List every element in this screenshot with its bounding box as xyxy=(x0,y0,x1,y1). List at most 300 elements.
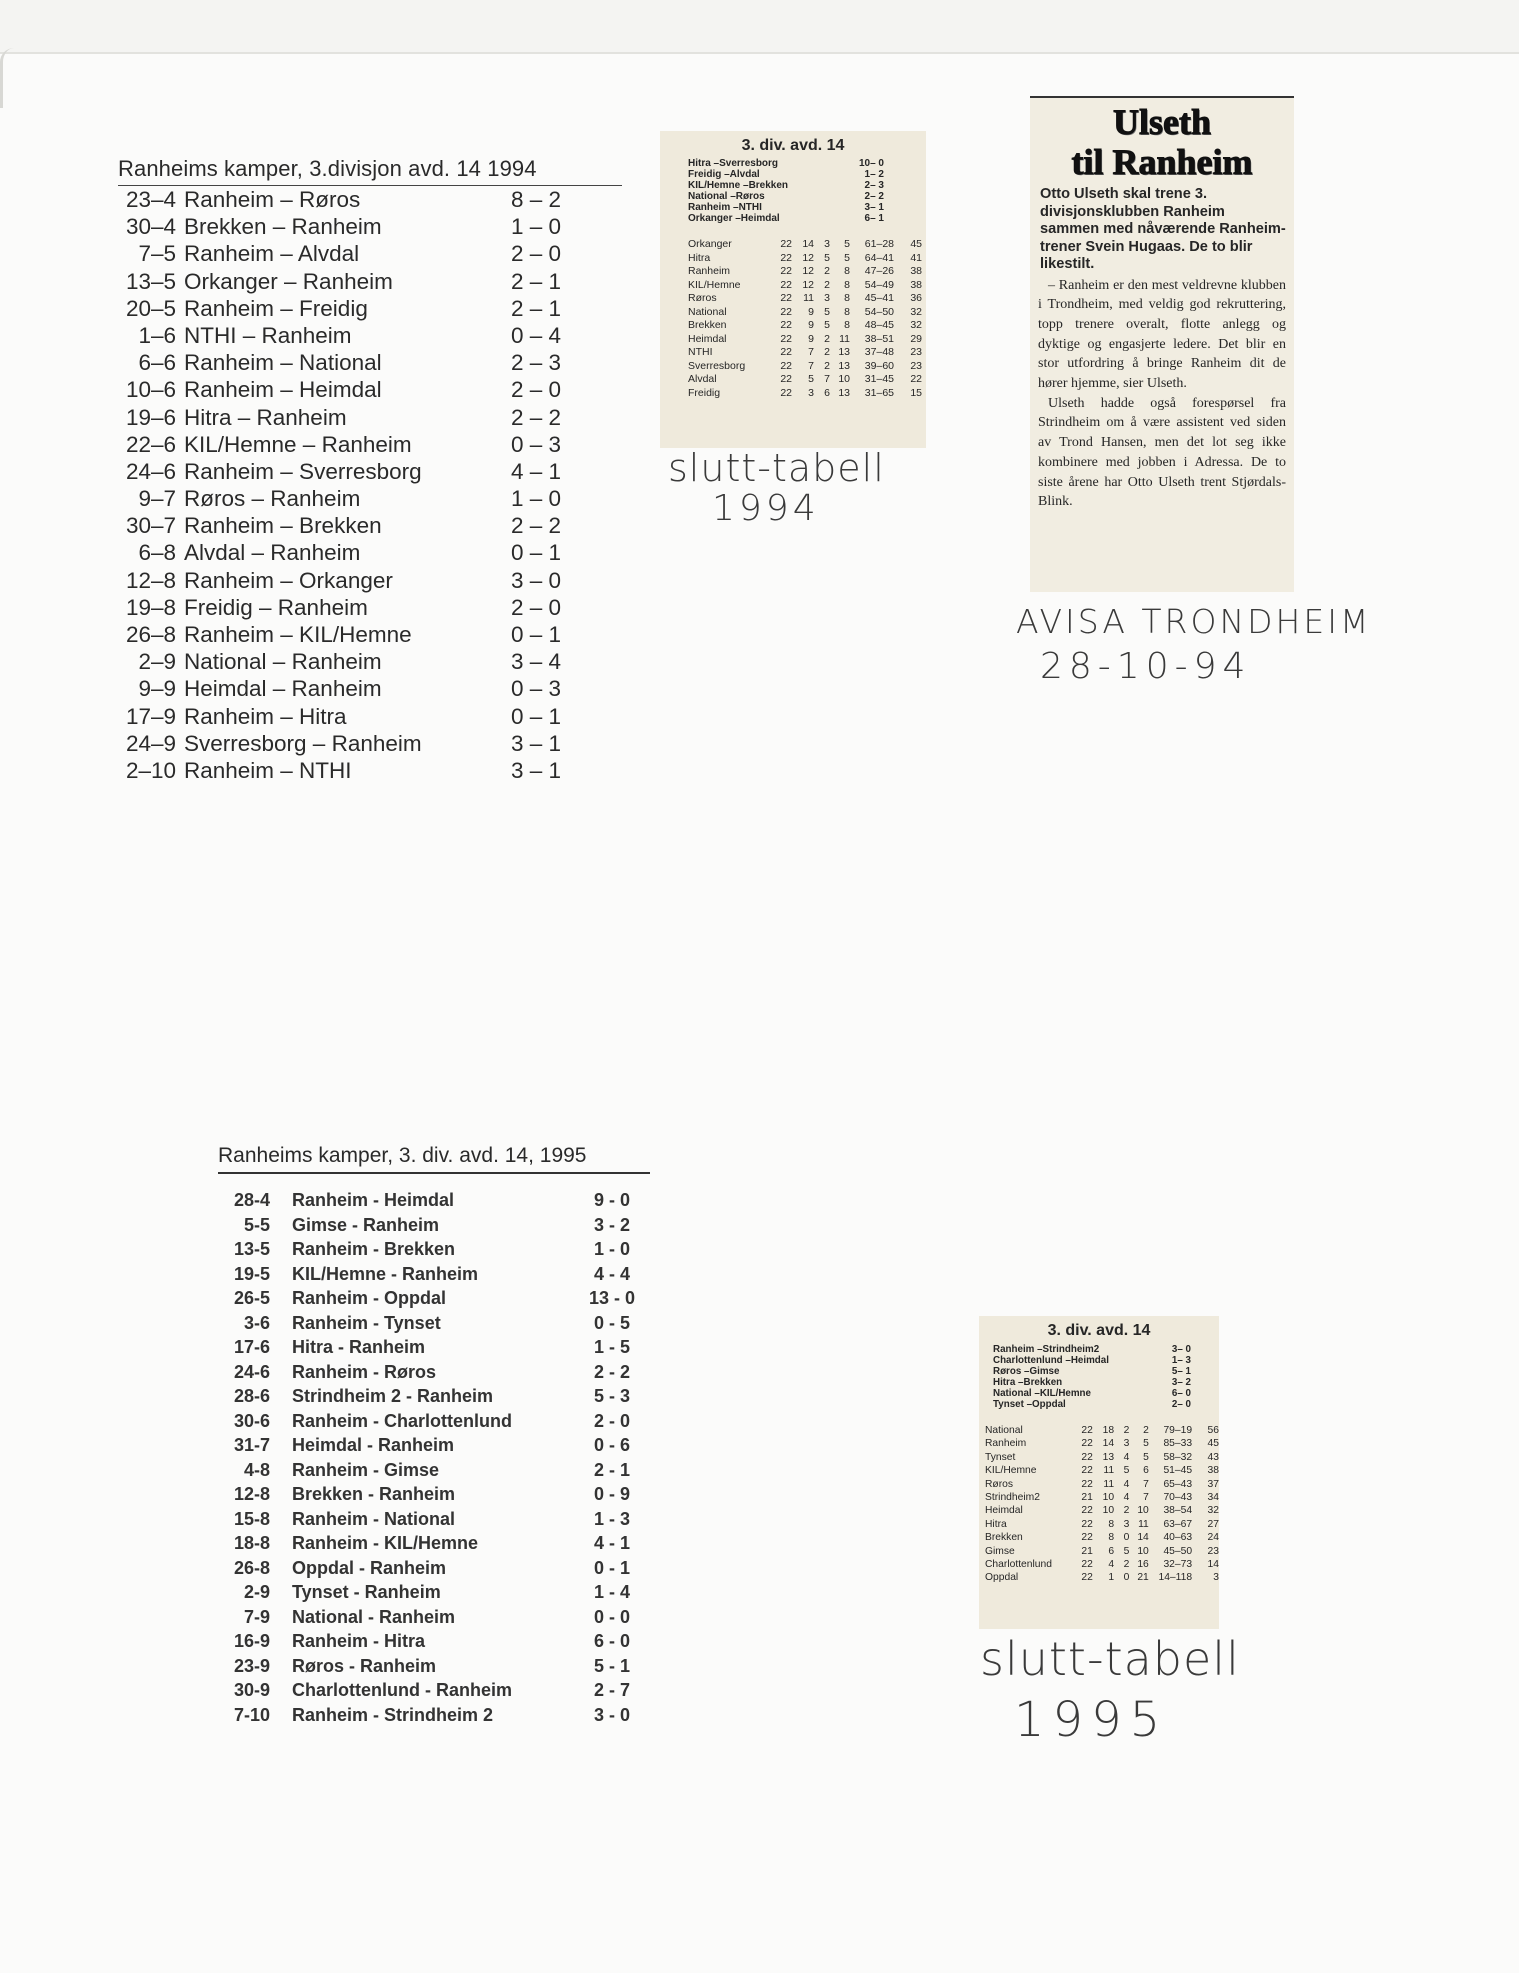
match-teams: Røros - Ranheim xyxy=(292,1655,437,1676)
fixture-score: 2– 3 xyxy=(864,180,884,191)
match-date: 19–8 xyxy=(125,594,176,620)
match-score: 3 - 2 xyxy=(593,1214,631,1235)
standings-won: 18 xyxy=(1102,1425,1115,1436)
standings-row xyxy=(688,373,922,387)
match-row xyxy=(118,213,622,240)
standings-points: 22 xyxy=(910,373,922,385)
standings-won: 12 xyxy=(802,278,814,291)
standings-points: 23 xyxy=(910,346,922,358)
match-teams: Charlottenlund - Ranheim xyxy=(292,1680,512,1700)
match-date: 5-5 xyxy=(243,1214,270,1235)
match-teams: Ranheim - National xyxy=(292,1508,456,1529)
standings-team-name: KIL/Hemne xyxy=(985,1465,1037,1477)
match-date: 30-6 xyxy=(233,1410,270,1431)
match-date: 13–5 xyxy=(125,268,176,294)
match-score: 1 - 4 xyxy=(593,1582,631,1602)
fixture-row xyxy=(993,1377,1191,1388)
standings-points: 27 xyxy=(1207,1518,1219,1530)
match-row xyxy=(118,621,622,648)
match-date: 13-5 xyxy=(233,1239,270,1259)
match-row xyxy=(118,349,622,376)
standings-row xyxy=(688,279,922,293)
article-lead: Otto Ulseth skal trene 3. divisjonsklubben Ranheim sammen med nåværende Ranheim-trener Svein Hugaas. De to blir likestilt. xyxy=(1040,186,1286,272)
standings-played: 22 xyxy=(1081,1465,1093,1477)
match-row xyxy=(218,1703,650,1728)
standings-drawn: 5 xyxy=(824,251,830,264)
match-teams: Ranheim – Heimdal xyxy=(184,377,382,403)
match-row xyxy=(218,1629,650,1654)
match-score: 0 - 6 xyxy=(593,1435,631,1455)
match-date: 2-9 xyxy=(243,1582,270,1602)
match-teams: Ranheim – NTHI xyxy=(184,757,352,783)
standings-points: 38 xyxy=(910,278,922,291)
standings-goals: 14–118 xyxy=(1158,1572,1193,1584)
match-score: 2 – 2 xyxy=(510,404,562,430)
standings-team-name: Brekken xyxy=(985,1532,1023,1544)
standings-goals: 38–51 xyxy=(864,332,894,345)
match-teams: Ranheim - Tynset xyxy=(292,1312,441,1333)
match-teams: Ranheim - Charlottenlund xyxy=(292,1410,512,1431)
article-paragraph: – Ranheim er den mest veldrevne klubben i Trondheim, med veldig god rekruttering, topp trenere overalt, flotte anlegg og dyktige og engasjerte ledere. Det blir en stor utfordring å bringe Ranheim dit de hører hjemme, sier Ulseth. xyxy=(1038,277,1286,392)
match-row xyxy=(218,1188,650,1213)
standings-goals: 45–41 xyxy=(864,292,894,304)
match-list-1994-title: Ranheims kamper, 3.divisjon avd. 14 1994 xyxy=(118,156,622,186)
standings-points: 37 xyxy=(1207,1478,1219,1490)
match-teams: Heimdal – Ranheim xyxy=(184,676,382,702)
standings-points: 34 xyxy=(1207,1492,1219,1504)
standings-points: 32 xyxy=(910,319,922,331)
match-date: 20–5 xyxy=(125,295,176,321)
match-row xyxy=(218,1409,650,1434)
match-score: 2 - 7 xyxy=(593,1680,631,1700)
match-date: 28-6 xyxy=(233,1386,270,1406)
standings-won: 1 xyxy=(1108,1572,1115,1584)
standings-won: 11 xyxy=(803,292,814,304)
league-table xyxy=(985,1424,1219,1585)
match-date: 17–9 xyxy=(125,703,176,729)
standings-lost: 6 xyxy=(1143,1465,1149,1477)
match-score: 4 – 1 xyxy=(510,458,562,484)
fixture-teams: Hitra –Sverresborg xyxy=(688,158,779,169)
standings-lost: 21 xyxy=(1137,1572,1149,1584)
match-row xyxy=(218,1237,650,1262)
match-row xyxy=(218,1213,650,1238)
standings-goals: 38–54 xyxy=(1163,1505,1193,1517)
match-date: 19-5 xyxy=(233,1263,270,1284)
standings-won: 11 xyxy=(1103,1478,1115,1490)
match-date: 4-8 xyxy=(243,1459,270,1480)
standings-lost: 11 xyxy=(839,332,850,345)
fixture-row xyxy=(688,213,884,224)
fixture-row xyxy=(993,1344,1191,1355)
standings-row xyxy=(985,1504,1219,1517)
newspaper-table-clipping-1994 xyxy=(660,131,926,448)
match-teams: Sverresborg – Ranheim xyxy=(184,730,422,756)
newspaper-article-clipping xyxy=(1030,96,1294,592)
standings-won: 13 xyxy=(1102,1451,1115,1463)
match-score: 1 – 0 xyxy=(510,214,562,240)
match-date: 18-8 xyxy=(233,1533,270,1553)
match-date: 9–7 xyxy=(138,486,176,512)
match-row xyxy=(218,1654,650,1679)
headline-line-1: Ulseth xyxy=(1113,102,1211,142)
standings-team-name: Strindheim2 xyxy=(985,1492,1040,1504)
standings-drawn: 3 xyxy=(1123,1518,1130,1530)
fixture-score: 1– 2 xyxy=(864,169,884,180)
standings-lost: 8 xyxy=(844,319,850,331)
match-teams: Hitra - Ranheim xyxy=(292,1337,426,1357)
fixture-score: 3– 0 xyxy=(1171,1344,1191,1355)
match-score: 3 - 0 xyxy=(593,1704,631,1725)
match-row xyxy=(118,730,622,757)
match-score: 2 – 0 xyxy=(510,241,562,267)
match-score: 1 – 0 xyxy=(510,486,562,512)
standings-played: 22 xyxy=(1081,1451,1093,1463)
match-teams: Brekken – Ranheim xyxy=(184,214,382,240)
standings-row xyxy=(985,1464,1219,1477)
match-date: 24-6 xyxy=(233,1361,270,1382)
standings-drawn: 4 xyxy=(1123,1492,1130,1504)
standings-played: 22 xyxy=(1081,1532,1093,1544)
standings-won: 14 xyxy=(1102,1438,1115,1450)
standings-team-name: Charlottenlund xyxy=(985,1559,1052,1571)
standings-lost: 14 xyxy=(1137,1532,1149,1544)
standings-goals: 61–28 xyxy=(864,238,894,250)
standings-row xyxy=(688,346,922,360)
match-teams: NTHI – Ranheim xyxy=(184,322,352,348)
standings-won: 6 xyxy=(1108,1545,1115,1557)
standings-played: 22 xyxy=(780,359,792,372)
standings-goals: 79–19 xyxy=(1163,1425,1193,1436)
handwritten-year-1995: 1995 xyxy=(1014,1692,1169,1748)
standings-points: 43 xyxy=(1207,1451,1219,1463)
match-date: 10–6 xyxy=(125,377,176,403)
standings-row xyxy=(985,1531,1219,1544)
standings-drawn: 2 xyxy=(824,278,830,291)
match-row xyxy=(118,404,622,431)
standings-goals: 39–60 xyxy=(864,359,894,372)
match-row xyxy=(218,1262,650,1287)
fixture-teams: Orkanger –Heimdal xyxy=(688,213,780,224)
match-row xyxy=(118,539,622,566)
page-corner-curl xyxy=(0,48,17,108)
standings-team-name: Heimdal xyxy=(985,1505,1023,1517)
standings-goals: 32–73 xyxy=(1163,1559,1193,1571)
standings-played: 21 xyxy=(1081,1492,1093,1504)
standings-row xyxy=(985,1518,1219,1531)
standings-points: 36 xyxy=(910,292,922,304)
standings-points: 23 xyxy=(910,359,922,372)
fixture-teams: Tynset –Oppdal xyxy=(993,1399,1066,1410)
match-score: 3 – 1 xyxy=(510,757,562,783)
match-score: 2 - 0 xyxy=(593,1410,631,1431)
standings-won: 3 xyxy=(808,386,814,399)
standings-team-name: KIL/Hemne xyxy=(688,278,741,291)
fixture-score: 6– 1 xyxy=(864,213,884,224)
standings-drawn: 5 xyxy=(824,319,830,331)
fixtures-list xyxy=(688,158,884,224)
match-teams: National - Ranheim xyxy=(292,1606,456,1627)
standings-team-name: Gimse xyxy=(985,1545,1015,1557)
standings-team-name: Freidig xyxy=(688,386,721,399)
match-row xyxy=(218,1556,650,1581)
match-score: 2 – 0 xyxy=(510,594,562,620)
match-score: 2 – 1 xyxy=(510,295,562,321)
match-date: 23–4 xyxy=(125,187,176,212)
standings-played: 22 xyxy=(780,305,792,318)
standings-drawn: 0 xyxy=(1123,1532,1130,1544)
standings-goals: 65–43 xyxy=(1163,1478,1193,1490)
standings-won: 9 xyxy=(808,332,814,345)
standings-drawn: 2 xyxy=(824,265,830,277)
fixture-score: 2– 2 xyxy=(864,191,884,202)
match-list-1995-title: Ranheims kamper, 3. div. avd. 14, 1995 xyxy=(218,1144,650,1174)
standings-won: 7 xyxy=(808,359,814,372)
match-row xyxy=(118,675,622,702)
match-teams: Gimse - Ranheim xyxy=(292,1214,440,1235)
standings-points: 41 xyxy=(910,251,922,264)
match-teams: Heimdal - Ranheim xyxy=(292,1435,455,1455)
standings-team-name: Ranheim xyxy=(985,1438,1027,1450)
article-headline xyxy=(1030,102,1294,182)
match-score: 0 – 1 xyxy=(510,540,562,566)
match-score: 0 – 3 xyxy=(510,431,562,457)
standings-lost: 13 xyxy=(838,359,850,372)
standings-played: 22 xyxy=(780,292,792,304)
match-score: 3 – 4 xyxy=(510,649,562,675)
standings-lost: 7 xyxy=(1143,1478,1149,1490)
standings-played: 22 xyxy=(780,278,792,291)
standings-lost: 7 xyxy=(1143,1492,1149,1504)
match-date: 24–6 xyxy=(125,458,176,484)
handwritten-source: AVISA TRONDHEIM xyxy=(1016,602,1372,641)
standings-won: 8 xyxy=(1108,1518,1115,1530)
standings-drawn: 7 xyxy=(824,373,830,385)
standings-row xyxy=(985,1545,1219,1558)
match-score: 0 - 9 xyxy=(593,1484,631,1504)
standings-drawn: 3 xyxy=(824,238,830,250)
standings-won: 12 xyxy=(802,251,814,264)
match-score: 4 - 1 xyxy=(593,1533,631,1553)
match-teams: KIL/Hemne - Ranheim xyxy=(292,1263,479,1284)
handwritten-note-1994: slutt-tabell xyxy=(668,446,885,490)
fixture-row xyxy=(688,180,884,191)
match-teams: Ranheim – Sverresborg xyxy=(184,458,422,484)
standings-points: 15 xyxy=(910,386,922,399)
standings-won: 10 xyxy=(1102,1492,1115,1504)
fixture-score: 2– 0 xyxy=(1171,1399,1191,1410)
standings-drawn: 5 xyxy=(1123,1465,1130,1477)
match-row xyxy=(118,322,622,349)
article-paragraph: Ulseth hadde også forespørsel fra Strindheim om å være assistent ved siden av Trond Hansen, men det lot seg ikke kombinere med jobben i Adressa. De to siste årene har Otto Ulseth trent Stjørdals-Blink. xyxy=(1038,395,1286,510)
standings-lost: 5 xyxy=(844,251,850,264)
match-teams: Ranheim – Brekken xyxy=(184,513,382,539)
fixture-score: 3– 2 xyxy=(1171,1377,1191,1388)
match-row xyxy=(118,431,622,458)
standings-points: 3 xyxy=(1213,1572,1219,1584)
match-teams: Tynset - Ranheim xyxy=(292,1582,441,1602)
standings-played: 22 xyxy=(1081,1505,1093,1517)
standings-goals: 31–45 xyxy=(864,373,894,385)
standings-drawn: 5 xyxy=(824,305,830,318)
standings-points: 45 xyxy=(910,238,922,250)
match-date: 6–6 xyxy=(138,350,176,376)
match-teams: National – Ranheim xyxy=(184,649,382,675)
match-date: 17-6 xyxy=(233,1337,270,1357)
standings-points: 24 xyxy=(1207,1532,1219,1544)
standings-team-name: Sverresborg xyxy=(688,359,746,372)
match-date: 31-7 xyxy=(233,1435,270,1455)
standings-lost: 5 xyxy=(1143,1438,1149,1450)
clipping-heading: 3. div. avd. 14 xyxy=(741,137,845,154)
match-score: 0 – 3 xyxy=(510,676,562,702)
match-teams: Ranheim - Gimse xyxy=(292,1459,440,1480)
match-teams: Ranheim – Røros xyxy=(184,187,361,212)
standings-played: 22 xyxy=(1081,1572,1093,1584)
fixture-teams: Charlottenlund –Heimdal xyxy=(993,1355,1109,1366)
match-date: 2–9 xyxy=(138,649,176,675)
standings-drawn: 5 xyxy=(1123,1545,1130,1557)
standings-played: 22 xyxy=(780,251,792,264)
fixture-teams: KIL/Hemne –Brekken xyxy=(688,180,789,191)
standings-team-name: Orkanger xyxy=(688,238,732,250)
match-teams: Oppdal - Ranheim xyxy=(292,1557,447,1578)
standings-drawn: 3 xyxy=(1123,1438,1130,1450)
fixture-row xyxy=(993,1355,1191,1366)
handwritten-note-1995: slutt-tabell xyxy=(980,1632,1240,1686)
standings-played: 22 xyxy=(780,332,792,345)
match-score: 2 - 1 xyxy=(593,1459,631,1480)
fixture-teams: Ranheim –Strindheim2 xyxy=(993,1344,1100,1355)
standings-points: 38 xyxy=(910,265,922,277)
fixture-teams: Freidig –Alvdal xyxy=(688,169,760,180)
standings-goals: 48–45 xyxy=(864,319,894,331)
standings-played: 22 xyxy=(1081,1559,1093,1571)
fixture-teams: Røros –Gimse xyxy=(993,1366,1060,1377)
standings-drawn: 0 xyxy=(1123,1572,1130,1584)
match-teams: Orkanger – Ranheim xyxy=(184,268,393,294)
match-score: 0 - 5 xyxy=(593,1312,631,1333)
standings-goals: 45–50 xyxy=(1163,1545,1193,1557)
match-teams: Freidig – Ranheim xyxy=(184,594,368,620)
fixture-row xyxy=(993,1399,1191,1410)
fixture-row xyxy=(993,1388,1191,1399)
match-row xyxy=(118,295,622,322)
match-row xyxy=(218,1507,650,1532)
clipping-heading: 3. div. avd. 14 xyxy=(1047,1322,1151,1339)
standings-lost: 13 xyxy=(838,346,850,358)
fixture-row xyxy=(993,1366,1191,1377)
scan-top-edge xyxy=(0,0,1519,54)
fixture-teams: National –Røros xyxy=(688,191,765,202)
standings-drawn: 2 xyxy=(824,346,830,358)
standings-row xyxy=(985,1491,1219,1504)
standings-goals: 37–48 xyxy=(864,346,894,358)
standings-team-name: National xyxy=(985,1425,1023,1436)
match-date: 19–6 xyxy=(125,404,176,430)
standings-won: 9 xyxy=(808,319,814,331)
match-teams: Strindheim 2 - Ranheim xyxy=(292,1386,494,1406)
standings-lost: 8 xyxy=(844,265,850,277)
match-teams: Ranheim – Alvdal xyxy=(184,241,360,267)
match-teams: Hitra – Ranheim xyxy=(184,404,347,430)
standings-lost: 11 xyxy=(1138,1518,1149,1530)
fixture-score: 3– 1 xyxy=(864,202,884,213)
standings-points: 29 xyxy=(910,332,922,345)
fixtures-list xyxy=(993,1344,1191,1410)
match-score: 0 - 1 xyxy=(593,1557,631,1578)
standings-drawn: 2 xyxy=(824,359,830,372)
match-date: 7–5 xyxy=(138,241,176,267)
standings-row xyxy=(985,1478,1219,1491)
match-score: 0 – 1 xyxy=(510,622,562,647)
match-row xyxy=(118,458,622,485)
match-date: 26–8 xyxy=(125,622,176,647)
standings-won: 7 xyxy=(808,346,814,358)
match-row xyxy=(118,268,622,295)
match-row xyxy=(218,1335,650,1360)
standings-drawn: 3 xyxy=(824,292,830,304)
match-score: 2 – 3 xyxy=(510,350,562,376)
standings-points: 38 xyxy=(1207,1465,1219,1477)
match-teams: Ranheim – National xyxy=(184,350,382,376)
match-teams: Røros – Ranheim xyxy=(184,486,361,512)
standings-drawn: 4 xyxy=(1123,1478,1130,1490)
standings-points: 23 xyxy=(1207,1545,1219,1557)
standings-played: 21 xyxy=(1081,1545,1093,1557)
standings-won: 10 xyxy=(1102,1505,1115,1517)
standings-lost: 5 xyxy=(1143,1451,1149,1463)
match-date: 9–9 xyxy=(138,676,176,702)
match-teams: Ranheim - Brekken xyxy=(292,1239,456,1259)
standings-lost: 8 xyxy=(844,292,850,304)
fixture-score: 6– 0 xyxy=(1171,1388,1191,1399)
standings-played: 22 xyxy=(1081,1438,1093,1450)
standings-won: 8 xyxy=(1108,1532,1115,1544)
standings-lost: 10 xyxy=(1137,1505,1149,1517)
standings-points: 14 xyxy=(1207,1559,1219,1571)
standings-row xyxy=(688,238,922,252)
league-table xyxy=(688,238,922,400)
standings-played: 22 xyxy=(780,346,792,358)
match-score: 3 – 0 xyxy=(510,567,562,593)
standings-lost: 13 xyxy=(838,386,850,399)
standings-drawn: 2 xyxy=(1123,1559,1130,1571)
standings-row xyxy=(688,265,922,279)
standings-goals: 70–43 xyxy=(1163,1492,1193,1504)
standings-lost: 5 xyxy=(844,238,850,250)
match-date: 28-4 xyxy=(233,1190,270,1210)
match-teams: Brekken - Ranheim xyxy=(292,1484,456,1504)
standings-goals: 58–32 xyxy=(1163,1451,1193,1463)
match-row xyxy=(218,1678,650,1703)
match-date: 12-8 xyxy=(233,1484,270,1504)
match-score: 1 - 3 xyxy=(593,1508,631,1529)
match-score: 2 – 0 xyxy=(510,377,562,403)
handwritten-source-date: 28-10-94 xyxy=(1040,646,1252,687)
match-date: 3-6 xyxy=(243,1312,270,1333)
standings-drawn: 2 xyxy=(1123,1505,1130,1517)
standings-played: 22 xyxy=(1081,1425,1093,1436)
standings-goals: 63–67 xyxy=(1163,1518,1193,1530)
match-row xyxy=(218,1311,650,1336)
match-row xyxy=(218,1286,650,1311)
standings-team-name: Tynset xyxy=(985,1451,1016,1463)
match-list-1995-rows xyxy=(218,1188,650,1727)
standings-goals: 64–41 xyxy=(864,251,894,264)
match-score: 13 - 0 xyxy=(588,1288,636,1308)
match-date: 22–6 xyxy=(125,431,176,457)
